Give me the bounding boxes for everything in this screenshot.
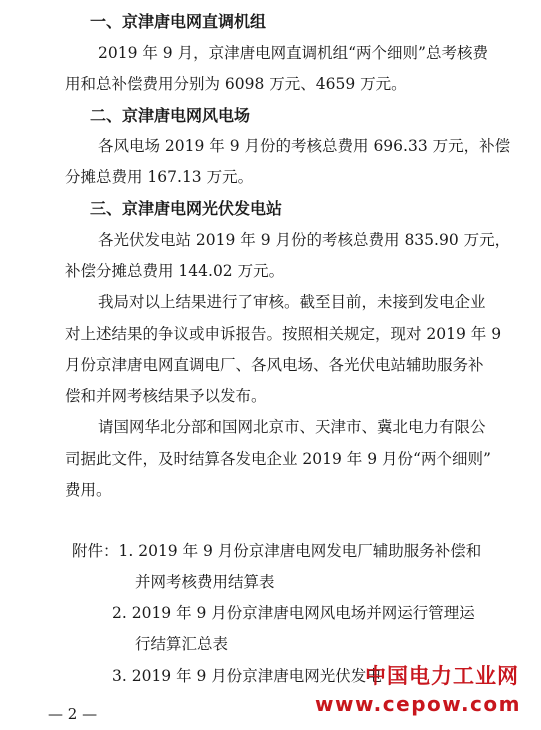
paragraph-line: 司据此文件，及时结算各发电企业 2019 年 9 月份“两个细则” [65,450,491,468]
paragraph-line: 补偿分摊总费用 144.02 万元。 [65,262,285,280]
attachment-line: 3. 2019 年 9 月份京津唐电网光伏发电 [112,667,382,685]
paragraph-line: 费用。 [65,481,112,499]
section-heading-2: 二、京津唐电网风电场 [90,106,251,125]
paragraph-line: 用和总补偿费用分别为 6098 万元、4659 万元。 [65,75,407,93]
paragraph-line: 分摊总费用 167.13 万元。 [65,168,254,186]
attachment-line: 2. 2019 年 9 月份京津唐电网风电场并网运行管理运 [112,604,475,622]
paragraph-line: 对上述结果的争议或申诉报告。按照相关规定，现对 2019 年 9 [65,325,502,343]
paragraph-line: 月份京津唐电网直调电厂、各风电场、各光伏电站辅助服务补 [65,356,484,374]
paragraph-line: 我局对以上结果进行了审核。截至目前，未接到发电企业 [98,293,486,311]
watermark-site-name: 中国电力工业网 [365,664,519,688]
paragraph-line: 各风电场 2019 年 9 月份的考核总费用 696.33 万元，补偿 [98,137,511,155]
attachment-line: 并网考核费用结算表 [135,573,275,591]
attachment-line: 行结算汇总表 [135,635,229,653]
paragraph-line: 偿和并网考核结果予以发布。 [65,387,267,405]
watermark-site-url: www.cepow.com [315,692,521,716]
attachment-line: 附件：1. 2019 年 9 月份京津唐电网发电厂辅助服务补偿和 [72,542,482,560]
section-heading-1: 一、京津唐电网直调机组 [90,12,267,31]
page-number: — 2 — [48,705,98,723]
paragraph-line: 各光伏发电站 2019 年 9 月份的考核总费用 835.90 万元， [98,231,511,249]
section-heading-3: 三、京津唐电网光伏发电站 [90,199,283,218]
paragraph-line: 请国网华北分部和国网北京市、天津市、冀北电力有限公 [98,418,486,436]
paragraph-line: 2019 年 9 月，京津唐电网直调机组“两个细则”总考核费 [98,44,488,62]
